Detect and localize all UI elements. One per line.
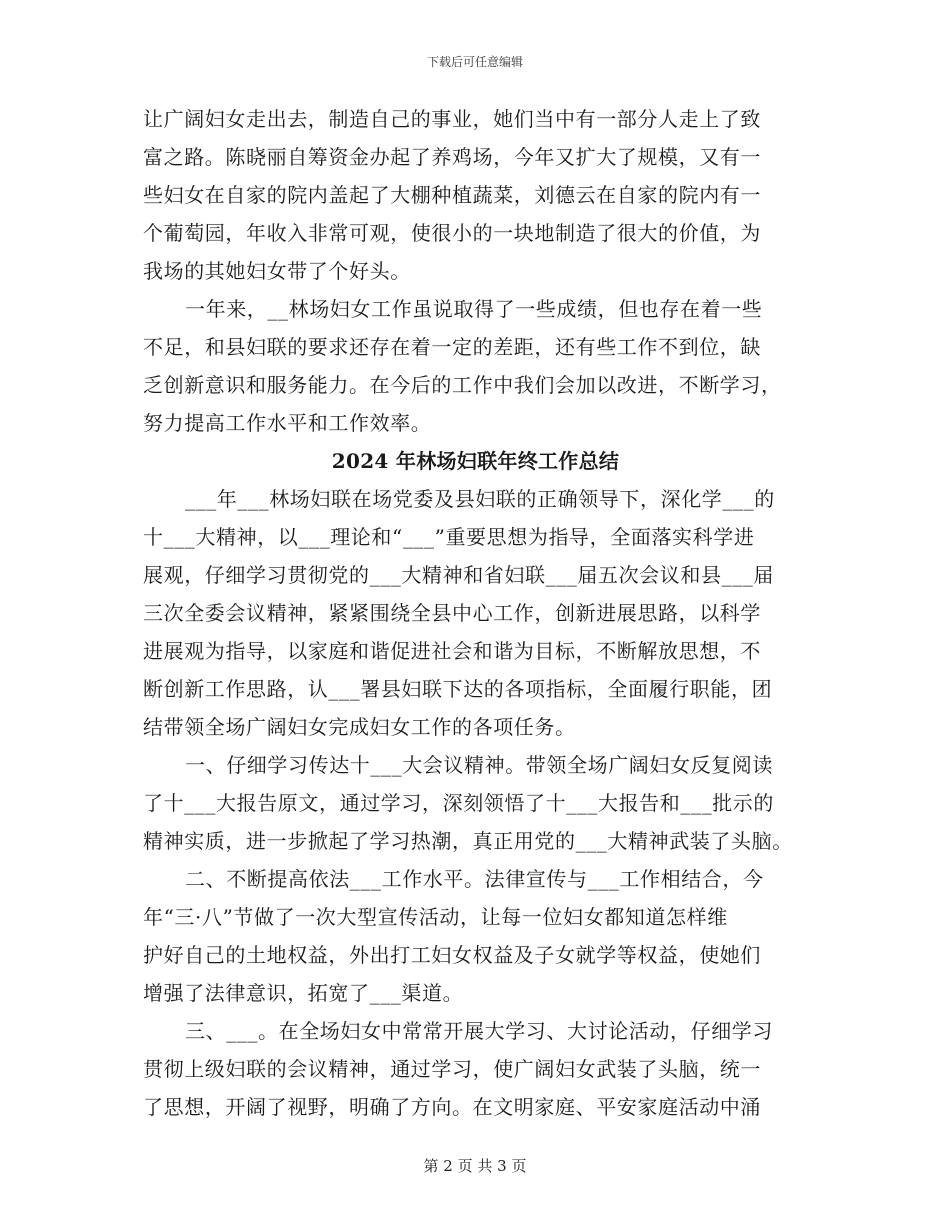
text-line: 二、不断提高依法___工作水平。法律宣传与___工作相结合，今 xyxy=(185,867,764,891)
text-line: 一、仔细学习传达十___大会议精神。带领全场广阔妇女反复阅读 xyxy=(185,753,773,777)
text-line: 护好自己的土地权益，外出打工妇女权益及子女就学等权益，使她们 xyxy=(143,943,761,967)
text-line: 三次全委会议精神，紧紧围绕全县中心工作，创新进展思路，以科学 xyxy=(143,601,761,625)
text-line: 个葡萄园，年收入非常可观，使很小的一块地制造了很大的价值，为 xyxy=(143,221,761,245)
text-line: 结带领全场广阔妇女完成妇女工作的各项任务。 xyxy=(143,715,576,739)
text-line: 一年来，__林场妇女工作虽说取得了一些成绩，但也存在着一些 xyxy=(185,297,763,321)
text-line: 让广阔妇女走出去，制造自己的事业，她们当中有一部分人走上了致 xyxy=(143,107,761,131)
text-line: 三、___。在全场妇女中常常开展大学习、大讨论活动，仔细学习 xyxy=(185,1019,773,1043)
text-line: 些妇女在自家的院内盖起了大棚种植蔬菜，刘德云在自家的院内有一 xyxy=(143,183,761,207)
page-number-footer: 第 2 页 共 3 页 xyxy=(423,1157,527,1175)
text-line: 了十___大报告原文，通过学习，深刻领悟了十___大报告和___批示的 xyxy=(143,791,774,815)
text-line: 我场的其她妇女带了个好头。 xyxy=(143,259,411,283)
text-line: 了思想，开阔了视野，明确了方向。在文明家庭、平安家庭活动中涌 xyxy=(143,1095,761,1119)
text-line: 富之路。陈晓丽自筹资金办起了养鸡场，今年又扩大了规模，又有一 xyxy=(143,145,761,169)
text-line: 努力提高工作水平和工作效率。 xyxy=(143,411,432,435)
document-body xyxy=(143,100,808,1126)
text-line: 展观，仔细学习贯彻党的___大精神和省妇联___届五次会议和县___届 xyxy=(143,563,774,587)
text-line: 贯彻上级妇联的会议精神，通过学习，使广阔妇女武装了头脑，统一 xyxy=(143,1057,761,1081)
text-line: 年“三·八”节做了一次大型宣传活动，让每一位妇女都知道怎样维 xyxy=(143,905,728,929)
text-line: 不足，和县妇联的要求还存在着一定的差距，还有些工作不到位，缺 xyxy=(143,335,761,359)
text-line: 精神实质，进一步掀起了学习热潮，真正用党的___大精神武装了头脑。 xyxy=(143,829,793,853)
section-title: 2024 年林场妇联年终工作总结 xyxy=(331,449,620,473)
text-line: 乏创新意识和服务能力。在今后的工作中我们会加以改进，不断学习， xyxy=(143,373,782,397)
text-line: 十___大精神，以___理论和“___”重要思想为指导，全面落实科学进 xyxy=(143,525,755,549)
text-line: 进展观为指导，以家庭和谐促进社会和谐为目标，不断解放思想，不 xyxy=(143,639,761,663)
page-header-note: 下载后可任意编辑 xyxy=(426,55,523,69)
text-line: 断创新工作思路，认___署县妇联下达的各项指标，全面履行职能，团 xyxy=(143,677,773,701)
text-line: 增强了法律意识，拓宽了___渠道。 xyxy=(143,981,464,1005)
text-line: ___年___林场妇联在场党委及县妇联的正确领导下，深化学___的 xyxy=(185,487,775,511)
